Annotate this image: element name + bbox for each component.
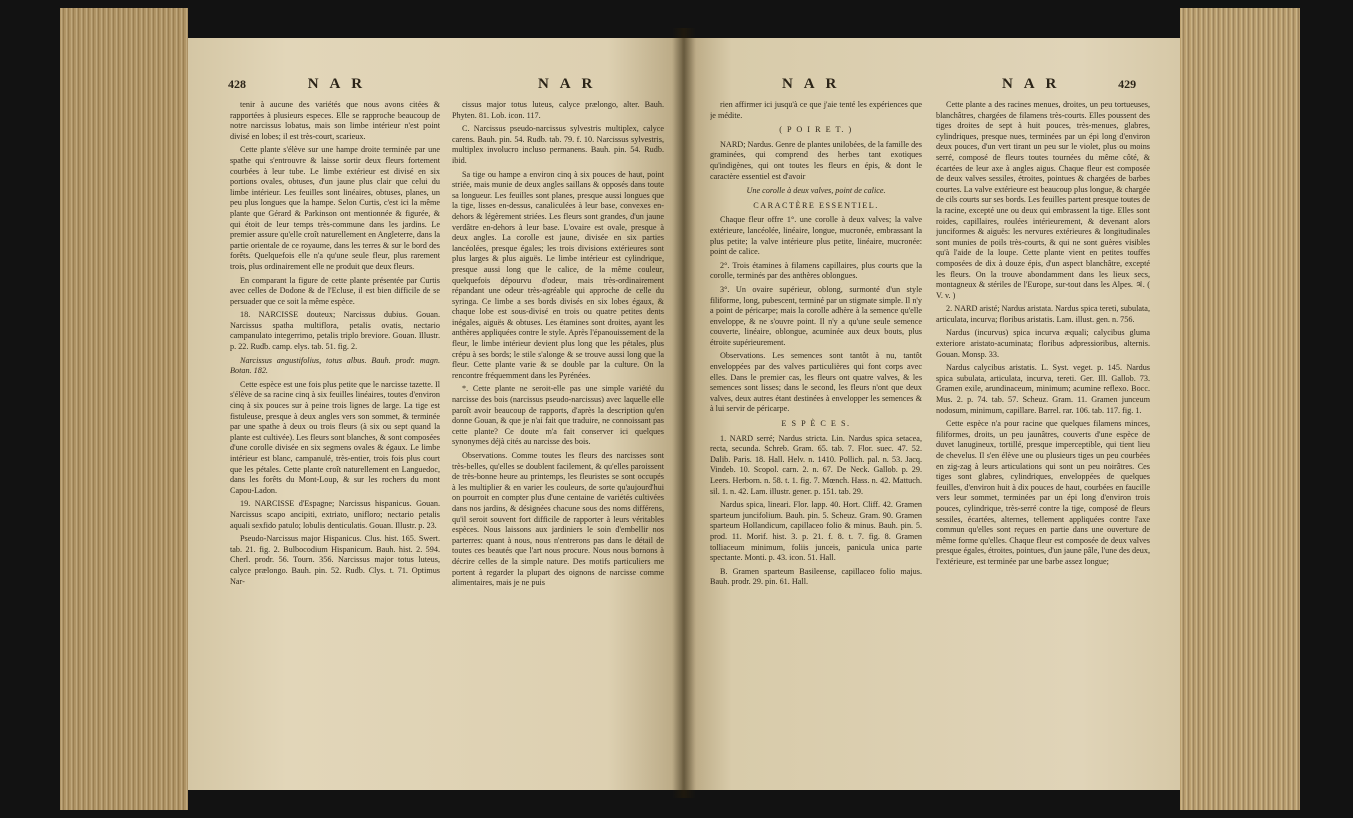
paragraph: 3°. Un ovaire supérieur, oblong, surmonté d'un style filiforme, long, pubescent, terminé par un stigmate simple. Il n'y a point de péricarpe; mais la corolle adhère à la semence qu'elle enveloppe, & ne s'ouvre point. Il n'y a qu'une seule semence couverte, linéaire, oblongue, acuminée aux deux bouts, plus étroite supérieurement. xyxy=(710,284,922,347)
paragraph: tenir à aucune des variétés que nous avons citées & rapportées à plusieurs especes. Elle se rapproche beaucoup de notre narcissus lobatus, mais son limbe intérieur n'est point divisé en lobes; il est très-court, scarieux. xyxy=(230,100,440,141)
paragraph: Narcissus angustifolius, totus albus. Bauh. prodr. magn. Botan. 182. xyxy=(230,355,440,376)
right-running-head-b: N A R xyxy=(1002,76,1061,92)
paragraph: NARD; Nardus. Genre de plantes unilobées, de la famille des graminées, qui comprend des herbes tant exotiques qu'indigènes, qui ont toutes les fleurs en épis, & dont le caractère essentiel est d'avoir xyxy=(710,139,922,181)
left-page-column-2 xyxy=(452,100,664,772)
paragraph: cissus major totus luteus, calyce prælongo, alter. Bauh. Phyten. 81. Lob. icon. 117. xyxy=(452,100,664,120)
paragraph: E S P È C E S. xyxy=(781,419,851,429)
paragraph: En comparant la figure de cette plante présentée par Curtis avec celles de Dodone & de l'Ecluse, il est bien difficile de se persuader que ce soit la même espèce. xyxy=(230,275,440,306)
paragraph: Nardus calycibus aristatis. L. Syst. veget. p. 145. Nardus spica subulata, articulata, incurva, tereti. Ger. Ill. Gallob. 73. Gramen exile, arundinaceum, minimum; acumine reflexo. Bocc. Mus. 2. p. 74. tab. 57. Scheuz. Gram. 11. Gramen junceum nodosum, minimum, capillare. Barrel. rar. 106. tab. 117. fig. 1. xyxy=(936,363,1150,415)
left-page-number: 428 xyxy=(228,77,246,91)
right-page-column-2 xyxy=(936,100,1150,772)
right-page-edges xyxy=(1180,8,1300,810)
open-book xyxy=(60,8,1300,810)
paragraph: B. Gramen sparteum Basileense, capillaceo folio majus. Bauh. prodr. 29. pin. 61. Hall. xyxy=(710,566,922,587)
right-page xyxy=(682,38,1180,790)
left-page xyxy=(188,38,682,790)
paragraph: Cette plante s'élève sur une hampe droite terminée par une spathe qui s'entrouvre & laisse sortir deux fleurs fortement courbées à leur tube. Le limbe extérieur est divisé en six portions ovales, obtuses, d'un jaune plus clair que celui du limbe intérieur. Les feuilles sont linéaires, obtuses, planes, un peu plus longues que la hampe. Selon Curtis, c'est ici la même plante que Gérard & Parkinson ont mentionnée & figurée, & qui étoit de leur temps très-commune dans les jardins. Le premier assure qu'elle croît naturellement en Angleterre, dans la partie orientale de ce royaume, dans les terres & sur le bord des forêts. Quelquefois elle n'a qu'une seule fleur, plus rarement trois, plus ordinairement elle ne produit que deux fleurs. xyxy=(230,145,440,271)
left-running-head-b: N A R xyxy=(538,76,597,92)
paragraph: 2°. Trois étamines à filamens capillaires, plus courts que la corolle, terminés par des anthères oblongues. xyxy=(710,260,922,281)
paragraph: Observations. Les semences sont tantôt à nu, tantôt enveloppées par des valves particulières qui font corps avec elles. Dans le premier cas, les fleurs ont quatre valves, & les semences sont lisses; dans le second, les fleurs n'ont que deux valves, deux autres étant destinées à envelopper les semences & à lui servir de péricarpe. xyxy=(710,351,922,414)
right-page-number: 429 xyxy=(1118,77,1137,91)
paragraph: Une corolle à deux valves, point de calice. xyxy=(746,186,886,196)
paragraph: rien affirmer ici jusqu'à ce que j'aie tenté les expériences que je médite. xyxy=(710,100,922,120)
paragraph: Sa tige ou hampe a environ cinq à six pouces de haut, point striée, mais munie de deux angles saillans & opposés dans toute sa longueur. Les feuilles sont planes, presque aussi longues que la tige, lisses en-dessus, canaliculées à leur base, convexes en-dehors & légèrement striées. Les fleurs sont grandes, d'un jaune verdâtre en-dehors à leur base. L'ovaire est ovale, presque à deux angles. La corolle est jaune, divisée en six parties lancéolées, presque égales; les trois divisions extérieures sont plus larges & plus aiguës. Le limbe intérieur est cylindrique, presque aussi long que le calice, de la même couleur, quelquefois dépourvu d'odeur, mais très-ordinairement répandant une odeur très-agréable qui approche de celle du syringa. Ce limbe a ses bords divisés en six lobes égaux, & chaque lobe est sous-divisé en trois ou quatre petites dents inégales, aiguës & obtuses. Les étamines sont droites, ayant les anthères appliquées contre le style. Après l'épanouissement de la fleur, le limbe intérieur devient plus long que les pétales, plus crépu à ses bords; le stile s'alonge & se trouve aussi long que la fleur. Cette plante varie & se double par la culture. On la rencontre fréquemment dans les Pyrénées. xyxy=(452,169,664,380)
right-page-header xyxy=(1002,76,1136,93)
paragraph: Cette espèce est une fois plus petite que le narcisse tazette. Il s'élève de sa racine cinq à six feuilles linéaires, toutes d'environ cinq à six pouces sur à peine trois lignes de large. La tige est fistuleuse, presque à deux angles vers son sommet, & terminée par une spathe à deux ou trois fleurs (à six ou sept quand la plante est cultivée). Les fleurs sont blanches, & sont composées d'une corolle divisée en six segmens ovales & égaux. Le limbe intérieur est blanc, campanulé, très-entier, trois fois plus court que les pétales. Cette plante croît naturellement en Languedoc, dans les forêts du Mont-Loup, & sur les rochers du mont Capou-Ladon. xyxy=(230,379,440,495)
paragraph: Nardus spica, lineari. Flor. lapp. 40. Hort. Cliff. 42. Gramen sparteum juncifolium. Bauh. pin. 5. Scheuz. Gram. 90. Gramen sparteum Hollandicum, capillaceo folio & minus. Bauh. pin. 5. prod. 11. Morif. hist. 3. p. 21. f. 8. t. 7. fig. 8. Gramen tolliaceum minimum, foliis junceis, panicula unica parte spectante. Monti. p. 43. icon. 51. Hall. xyxy=(710,500,922,563)
paragraph: ( P O I R E T. ) xyxy=(779,125,853,135)
right-running-head-a: N A R xyxy=(782,76,841,92)
paragraph: Cette plante a des racines menues, droites, un peu tortueuses, blanchâtres, chargées de filamens très-courts. Elles poussent des tiges droites de sept à huit pouces, très-menues, glabres, cylindriques, presque nues, terminées par un épi long d'environ deux pouces, d'un vert tirant un peu sur le violet, plus ou moins serré, composé de fleurs toutes tournées du même côté, & écartées de leur axe à angles aigus. Chaque fleur est composée de deux valves sessiles, étroites, pointues & chargées de barbes courtes. La valve extérieure est beaucoup plus longue, & chargée de cils courts sur ses bords. Les feuilles partent presque toutes de la racine, excepté une ou deux qui embrassent la tige. Elles sont roides, capillaires, roulées intérieurement, & devenant alors junciformes & aiguës: les nervures extérieures & longitudinales sont munies de poils très-courts, & qui ne sont guères visibles qu'à l'aide de la loupe. Cette plante vient en petites touffes composées de dix à douze épis, d'un aspect blanchâtre, excepté les fleurs. On la trouve abondamment dans les lieux secs, montagneux & stériles de l'Europe, sur-tout dans les Alpes. ♃. ( V. v. ) xyxy=(936,100,1150,300)
paragraph: 1. NARD serré; Nardus stricta. Lin. Nardus spica setacea, recta, secunda. Schreb. Gram. 65. tab. 7. Flor. suec. 47. 52. Dalib. Paris. 18. Hall. Helv. n. 1410. Pollich. pal. n. 53. Jacq. Vindeb. 10. Scopol. carn. 2. n. 67. De Neck. Gallob. p. 29. Leers. Herborn. n. 58. t. 1. fig. 7. Mœnch. Hass. n. 42. Mattuch. sil. 1. n. 42. Lam. illustr. gener. p. 151. tab. 29. xyxy=(710,433,922,496)
right-page-column-1 xyxy=(710,100,922,772)
left-page-edges xyxy=(60,8,188,810)
paragraph: Cette espèce n'a pour racine que quelques filamens minces, filiformes, droits, un peu jaunâtres, couverts d'une espèce de duvet lanugineux, tortillé, presque imperceptible, qui tient lieu de chevelus. Il s'en élève une ou plusieurs tiges un peu courbées en zig-zag à leurs articulations qui sont un peu noirâtres. Ces tiges sont glabres, cylindriques, enveloppées de quelques feuilles, d'environ huit à dix pouces de haut, courbées en faucille vers leur sommet, terminées par un épi long d'environ trois pouces, cylindrique, très-serré contre la tige, composé de fleurs sessiles, écartées, alternes, tellement appliquées contre l'axe commun qu'elles sont reçues en partie dans une ouverture de même forme qu'elles. Chaque fleur est composée de deux valves presque égales, étroites, pointues, d'un jaune pâle, l'une des deux, l'extérieure, est terminée par une barbe assez longue; xyxy=(936,419,1150,566)
left-page-header xyxy=(228,76,366,93)
paragraph: Pseudo-Narcissus major Hispanicus. Clus. hist. 165. Swert. tab. 21. fig. 2. Bulbocodium Hispanicum. Bauh. hist. 2. 594. Cherl. prodr. 56. Tourn. 356. Narcissus major totus luteus, calyce prælongo. Bauh. pin. 52. Rudb. Clys. t. 71. Optimus Nar- xyxy=(230,534,440,586)
paragraph: Nardus (incurvus) spica incurva æquali; calycibus gluma exteriore aristato-acuminata; floribus adpressioribus, alternis. Gouan. Monsp. 33. xyxy=(936,328,1150,359)
paragraph: 2. NARD aristé; Nardus aristata. Nardus spica tereti, subulata, articulata, incurva; floribus aristatis. Lam. illust. gen. n. 756. xyxy=(936,304,1150,324)
paragraph: C. Narcissus pseudo-narcissus sylvestris multiplex, calyce carens. Bauh. pin. 54. Rudb. tab. 79. f. 10. Narcissus sylvestris, multiplex involucro incluso permanens. Bauh. pin. 54. Rudb. ibid. xyxy=(452,124,664,165)
paragraph: 18. NARCISSE douteux; Narcissus dubius. Gouan. Narcissus spatha multiflora, petalis ovatis, nectario campanulato integerrimo, petalis triplo breviore. Gouan. Illustr. p. 22. Rudb. camp. elys. tab. 51. fig. 2. xyxy=(230,310,440,352)
left-page-column-1 xyxy=(230,100,440,772)
left-running-head-a: N A R xyxy=(307,76,367,92)
paragraph: *. Cette plante ne seroit-elle pas une simple variété du narcisse des bois (narcissus pseudo-narcissus) avec laquelle elle paroît avoir beaucoup de rapports, d'après la description qu'en donne Gouan, & que je n'ai fait que traduire, ne connoissant pas cette plante? Ce doute m'a fait conserver ici quelques synonymes déjà cités au narcisse des bois. xyxy=(452,384,664,447)
paragraph: Observations. Comme toutes les fleurs des narcisses sont très-belles, qu'elles se doublent facilement, & qu'elles paroissent de très-bonne heure au printemps, les fleuristes se sont occupés à les multiplier & en varier les couleurs, de sorte qu'aujourd'hui on pourroit en compter plus d'une centaine de variétés cultivées dans nos jardins, & désignées chacune sous des noms différens, qu'il seroit souvent fort difficile de rapporter à leurs véritables espèces. Nous laissons aux jardiniers le soin d'embellir nos parterres: quant à nous, nous n'entrerons pas dans le détail de toutes ces beautés que l'art nous procure. Nous nous bornons à décrire celles de la simple nature. Des motifs particuliers me portent à regarder la plupart des oignons de narcisse comme alimentaires, mais je ne puis xyxy=(452,451,664,588)
book-gutter xyxy=(672,28,696,798)
paragraph: 19. NARCISSE d'Espagne; Narcissus hispanicus. Gouan. Narcissus scapo ancipiti, extriato, uniflorо; nectario petalis aquali sexfido patulo; lobulis denticulatis. Gouan. Illustr. p. 23. xyxy=(230,499,440,530)
paragraph: CARACTÈRE ESSENTIEL. xyxy=(753,200,879,210)
paragraph: Chaque fleur offre 1°. une corolle à deux valves; la valve extérieure, lancéolée, linéaire, longue, mucronée, embrassant la plus petite; la valve intérieure plus petite, linéaire, mucronée: point de calice. xyxy=(710,215,922,257)
